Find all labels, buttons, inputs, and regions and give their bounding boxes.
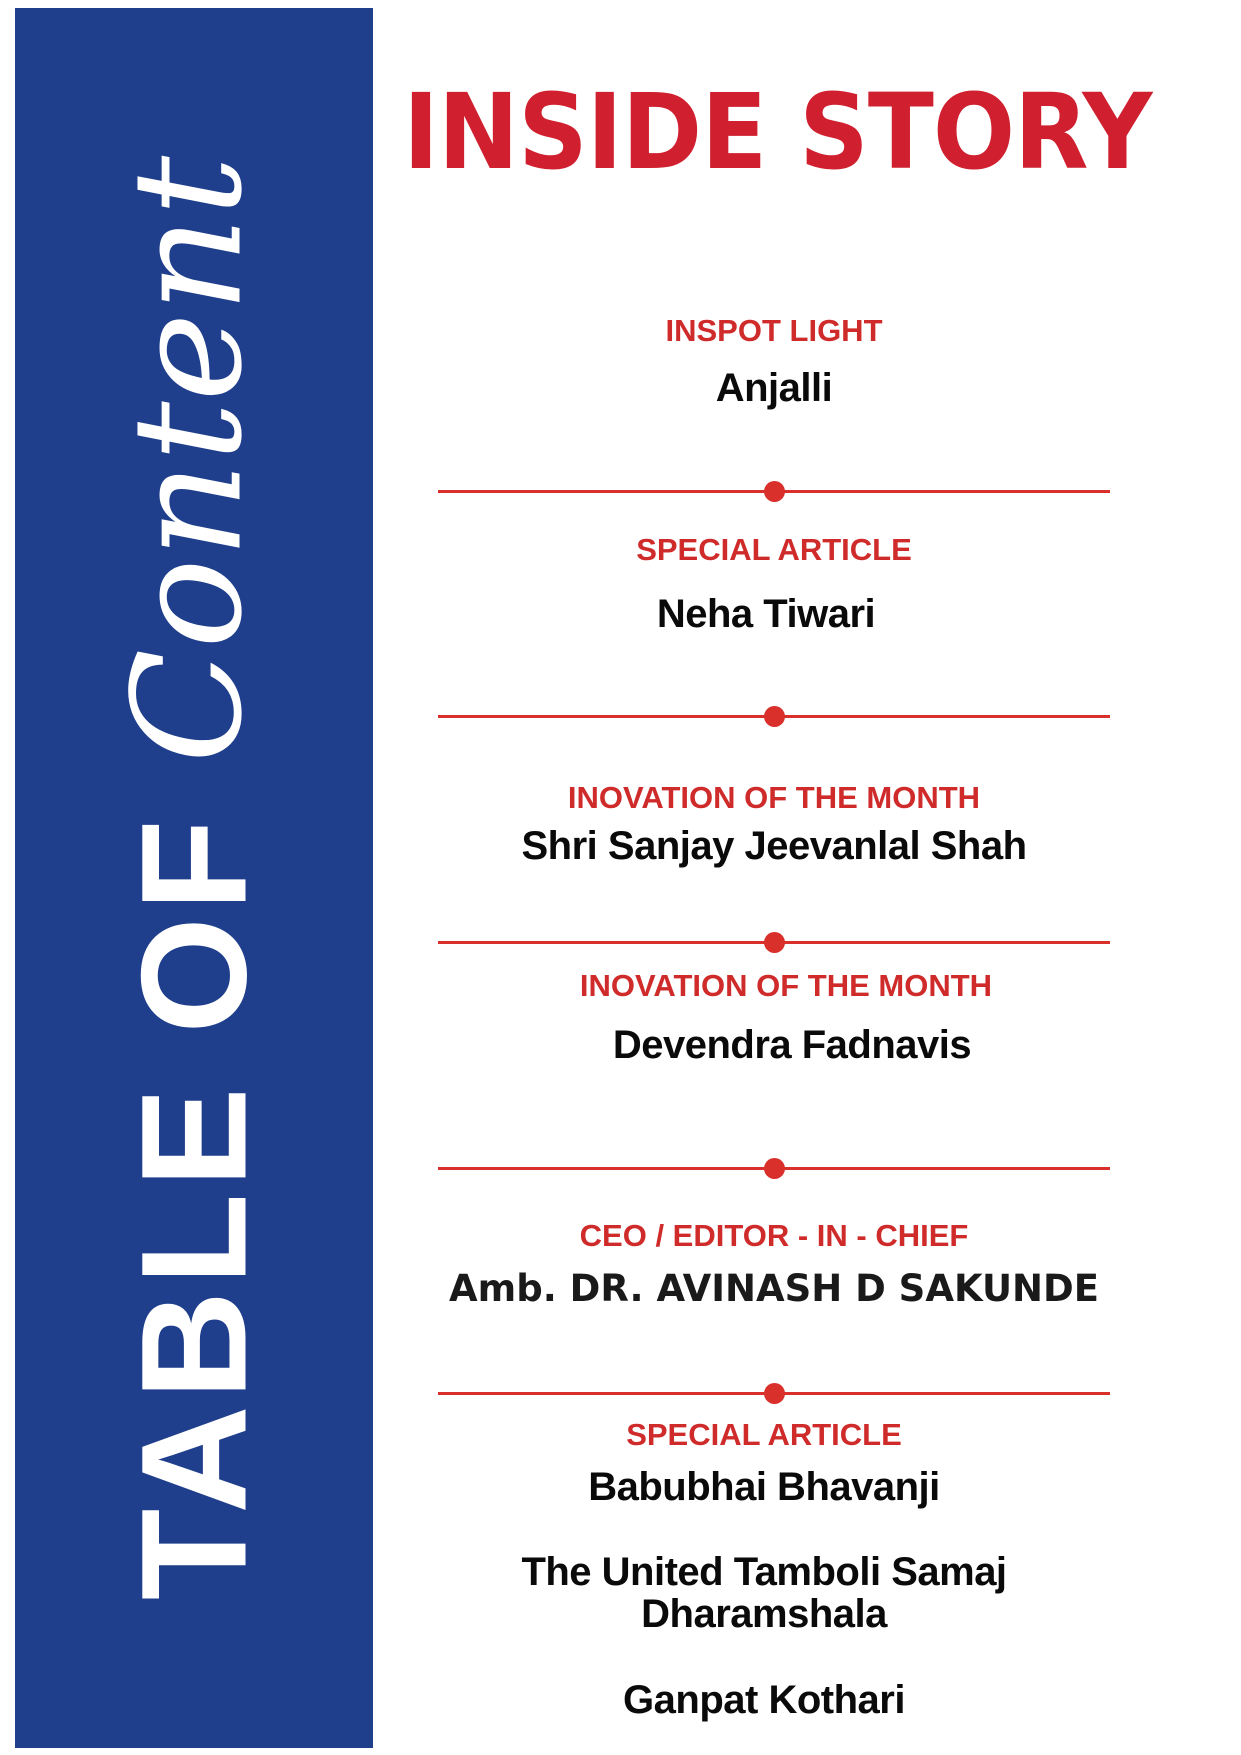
section-name-devendra-fadnavis: Devendra Fadnavis bbox=[612, 1023, 972, 1067]
section-name-avinash-sakunde: Amb. DR. AVINASH D SAKUNDE bbox=[449, 1267, 1099, 1310]
page-title: INSIDE STORY bbox=[403, 71, 1152, 193]
section-category-ceo-editor-in-chief: CEO / EDITOR - IN - CHIEF bbox=[579, 1218, 969, 1253]
section-category-inovation-of-the-month: INOVATION OF THE MONTH bbox=[579, 968, 993, 1003]
section-category-special-article: SPECIAL ARTICLE bbox=[626, 1417, 902, 1452]
section-name-ganpat-kothari: Ganpat Kothari bbox=[623, 1678, 905, 1722]
section-divider bbox=[438, 490, 1110, 493]
section-name-dharamshala: Dharamshala bbox=[641, 1592, 887, 1636]
section-divider bbox=[438, 941, 1110, 944]
section-divider bbox=[438, 1167, 1110, 1170]
section-name-babubhai-bhavanji: Babubhai Bhavanji bbox=[588, 1465, 940, 1509]
sidebar-title-caps: TABLE OF bbox=[109, 813, 278, 1601]
divider-dot bbox=[764, 706, 785, 727]
divider-dot bbox=[764, 481, 785, 502]
divider-dot bbox=[764, 1383, 785, 1404]
section-category-inovation-of-the-month: INOVATION OF THE MONTH bbox=[567, 780, 981, 815]
section-category-special-article: SPECIAL ARTICLE bbox=[636, 532, 912, 567]
divider-dot bbox=[764, 1158, 785, 1179]
section-divider bbox=[438, 715, 1110, 718]
section-category-inspot-light: INSPOT LIGHT bbox=[665, 313, 883, 348]
sidebar-banner bbox=[15, 8, 373, 1748]
section-name-neha-tiwari: Neha Tiwari bbox=[656, 592, 876, 636]
sidebar-title bbox=[101, 155, 278, 1601]
divider-dot bbox=[764, 932, 785, 953]
sidebar-title-script: Content bbox=[101, 155, 276, 764]
section-name-tamboli-samaj: The United Tamboli Samaj bbox=[521, 1550, 1007, 1594]
section-name-sanjay-shah: Shri Sanjay Jeevanlal Shah bbox=[521, 824, 1027, 868]
section-divider bbox=[438, 1392, 1110, 1395]
section-name-anjalli: Anjalli bbox=[715, 366, 833, 410]
